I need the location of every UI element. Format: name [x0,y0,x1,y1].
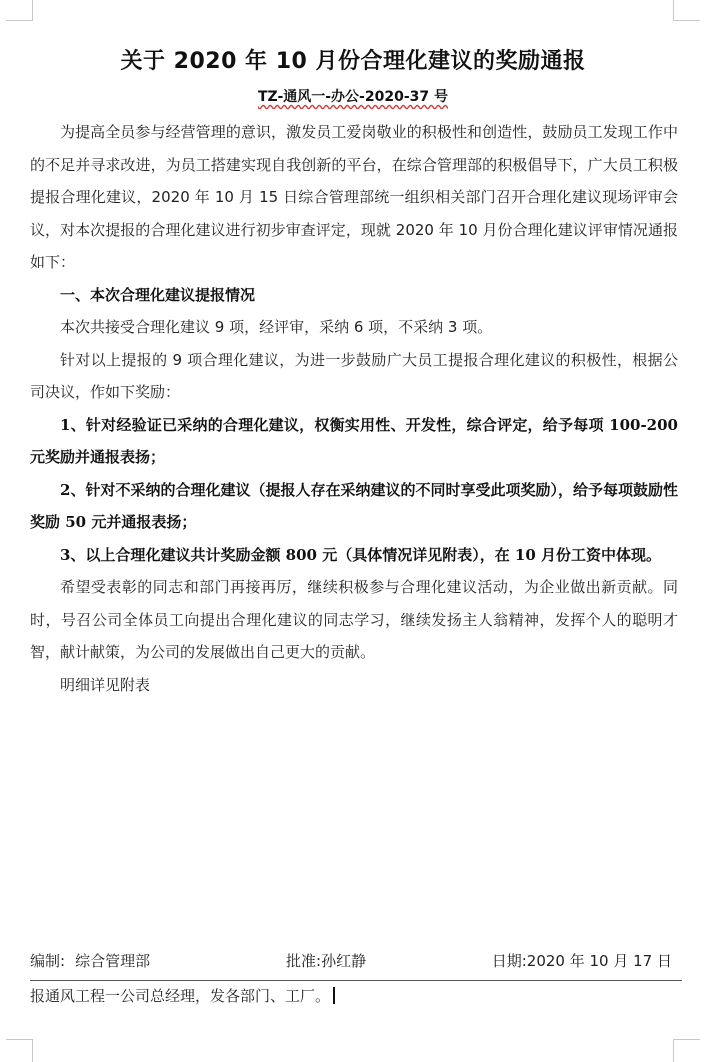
approver-field[interactable] [286,950,366,971]
page-corner-mark-top-right [673,0,700,21]
section-heading-submission[interactable]: 一、本次合理化建议提报情况 [60,285,256,304]
page-corner-mark-bottom-left [6,1039,33,1062]
reward-item-1[interactable]: 1、针对经验证已采纳的合理化建议，权衡实用性、开发性，综合评定，给予每项 100-200 元奖励并通报表扬； [30,415,678,466]
compiler-value[interactable]: 综合管理部 [75,952,151,970]
signature-row [30,950,678,972]
closing-paragraph[interactable]: 希望受表彰的同志和部门再接再厉，继续积极参与合理化建议活动，为企业做出新贡献。同时，号召公司全体员工向提出合理化建议的同志学习，继续发扬主人翁精神，发挥个人的聪明才智，献计献策，为公司的发展做出自己更大的贡献。 [30,578,678,661]
document-body[interactable] [30,116,678,701]
distribution-text[interactable]: 报通风工程一公司总经理，发各部门、工厂。 [30,987,331,1005]
approver-label: 批准: [286,952,322,970]
date-value[interactable]: 2020 年 10 月 17 日 [526,952,672,970]
approver-value[interactable]: 孙红静 [321,952,367,970]
page-corner-mark-top-left [6,0,33,21]
reward-item-2[interactable]: 2、针对不采纳的合理化建议（提报人存在采纳建议的不同时享受此项奖励），给予每项鼓励性奖励 50 元并通报表扬； [30,480,678,531]
document-title[interactable]: 关于 2020 年 10 月份合理化建议的奖励通报 [120,49,586,74]
reward-intro-paragraph[interactable]: 针对以上提报的 9 项合理化建议，为进一步鼓励广大员工提报合理化建议的积极性，根据公司决议，作如下奖励： [30,350,678,401]
distribution-line[interactable] [30,985,335,1006]
compiler-field[interactable] [30,950,150,971]
date-label: 日期: [491,952,527,970]
reward-item-3[interactable]: 3、以上合理化建议共计奖励金额 800 元（具体情况详见附表），在 10 月份工资中体现。 [60,545,662,564]
submission-count-paragraph[interactable]: 本次共接受合理化建议 9 项，经评审，采纳 6 项，不采纳 3 项。 [60,318,493,336]
intro-paragraph[interactable]: 为提高全员参与经营管理的意识，激发员工爱岗敬业的积极性和创造性，鼓励员工发现工作中的不足并寻求改进，为员工搭建实现自我创新的平台，在综合管理部的积极倡导下，广大员工积极提报合理化建议，2020 年 10 月 15 日综合管理部统一组织相关部门召开合理化建议现场评审会议，对本次提报的合理化建议进行初步审查评定，现就 2020 年 10 月份合理化建议评审情况通报如下： [30,123,678,271]
text-cursor [333,987,335,1004]
document-number[interactable] [0,86,706,106]
attachment-note[interactable]: 明细详见附表 [60,675,151,694]
page-corner-mark-bottom-right [673,1039,700,1062]
document-number-text[interactable]: TZ-通风一-办公-2020-37 号 [257,89,449,105]
date-field[interactable] [492,950,672,971]
compiler-label: 编制: [30,952,66,970]
footer-divider [30,980,682,981]
